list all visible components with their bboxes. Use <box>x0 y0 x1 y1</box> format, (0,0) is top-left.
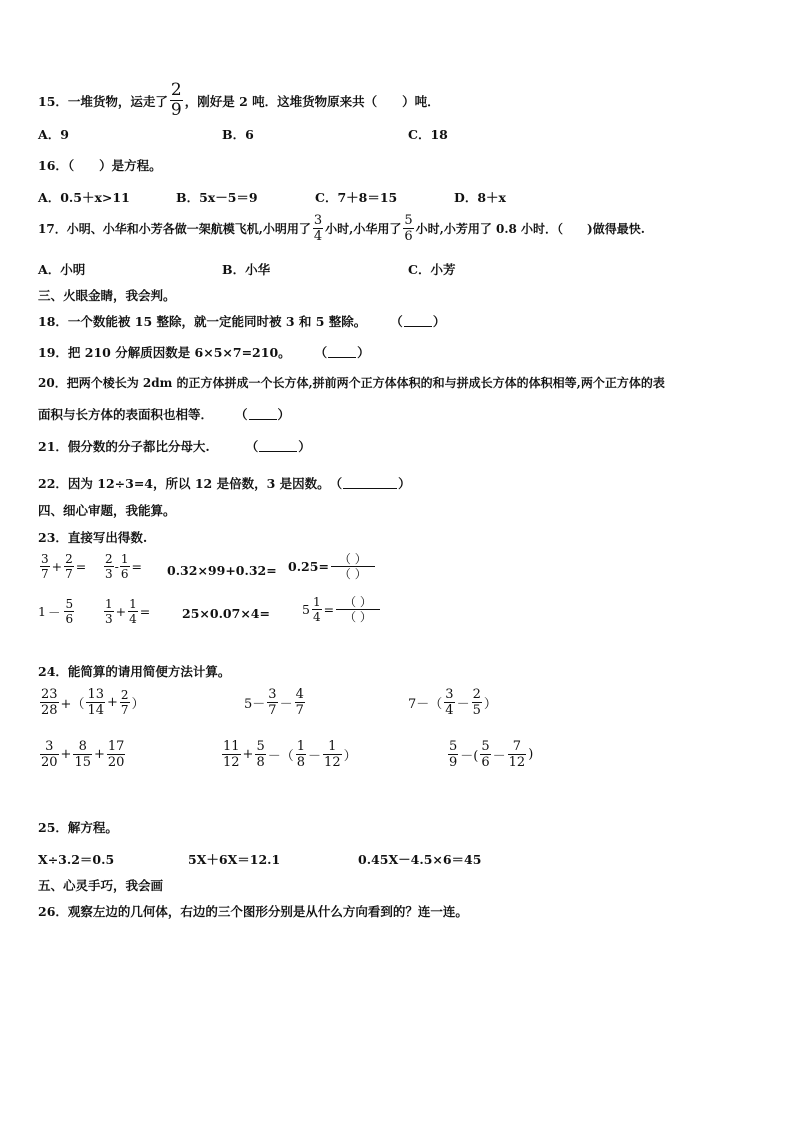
fraction-denominator: 6 <box>120 567 129 581</box>
fraction-denominator: 9 <box>170 100 182 120</box>
question-15 <box>38 82 440 119</box>
math-operator: － <box>308 749 322 764</box>
math-operator: = <box>131 559 142 574</box>
fraction-denominator: 5 <box>472 703 481 718</box>
question-17: 17．小明、小华和小芳各做一架航模飞机,小明用了 $\frac{3}{4}$ 小时,小华用了 $\frac{5}{6}$ 小时,小芳用了 0.8 小时．（ )做得最快. <box>38 213 645 244</box>
fraction-numerator: 3 <box>445 687 454 702</box>
math-operator: ） <box>483 697 497 712</box>
fraction-numerator: 1 <box>129 597 137 611</box>
answer-blank[interactable] <box>249 409 277 420</box>
fraction-denominator: 7 <box>295 703 304 718</box>
fraction-numerator: （ ） <box>338 552 367 566</box>
fraction-denominator: 3 <box>105 567 113 581</box>
math-operator: + <box>94 747 105 762</box>
math-operator: －( <box>460 749 479 764</box>
q17-option-c: C．小芳 <box>408 262 456 277</box>
fraction <box>295 688 305 717</box>
math-operator: + <box>115 604 127 619</box>
fraction <box>312 596 322 623</box>
fraction <box>296 740 306 769</box>
math-operator: = <box>139 604 151 619</box>
fraction-denominator: 4 <box>313 229 323 244</box>
answer-blank[interactable] <box>404 316 432 327</box>
math-operator: －（ <box>267 749 294 764</box>
fraction-denominator: 12 <box>223 755 240 770</box>
q24-expr-1 <box>38 688 145 717</box>
fraction-numerator: 3 <box>45 739 54 754</box>
fraction-denominator: 4 <box>129 612 137 626</box>
fraction <box>86 688 105 717</box>
fraction <box>120 553 130 580</box>
q16-option-b: B．5x－5＝9 <box>176 190 258 205</box>
fraction-numerator: 4 <box>295 687 304 702</box>
fraction-two-ninths <box>170 82 183 119</box>
math-operator: ） <box>131 697 145 712</box>
fraction <box>120 689 130 716</box>
math-operator: - <box>114 559 119 574</box>
fraction-denominator: 7 <box>65 567 73 581</box>
fraction-denominator: （ ） <box>331 566 375 580</box>
fraction-numerator: 8 <box>78 739 87 754</box>
question-22: 22．因为 12÷3=4，所以 12 是倍数，3 是因数。 （ ） <box>38 476 411 491</box>
fraction-numerator: 1 <box>105 597 113 611</box>
fraction-numerator: 5 <box>256 739 265 754</box>
fraction-numerator: 1 <box>296 739 306 754</box>
fraction-denominator: 28 <box>41 703 58 718</box>
q23-expr-4 <box>288 553 377 580</box>
q15-option-c: C．18 <box>408 127 448 142</box>
fraction <box>508 740 527 769</box>
fraction-denominator: （ ） <box>336 609 380 623</box>
math-operator: － <box>279 697 293 712</box>
fraction <box>472 688 482 717</box>
fraction-denominator: 6 <box>65 612 74 626</box>
fraction <box>448 740 458 769</box>
fraction-denominator: 15 <box>74 755 91 770</box>
fraction-denominator: 8 <box>296 755 306 770</box>
fraction-denominator: 4 <box>312 610 321 624</box>
question-24-title: 24．能简算的请用简便方法计算。 <box>38 664 231 679</box>
fraction-denominator: 12 <box>508 755 526 770</box>
fraction-five-sixths <box>403 214 413 243</box>
fraction-denominator: 6 <box>481 755 490 770</box>
answer-blank[interactable] <box>343 478 397 489</box>
q24-expr-4 <box>38 740 127 769</box>
math-operator: 7－（ <box>408 697 443 712</box>
math-operator: = <box>75 559 87 574</box>
fraction-numerator: 7 <box>512 739 522 754</box>
section-4-heading: 四、细心审题，我能算。 <box>38 503 176 518</box>
fraction <box>128 598 138 625</box>
q23-expr-7: 25×0.07×4= <box>182 606 270 621</box>
fraction-denominator: 6 <box>404 229 413 244</box>
fraction-numerator: 1 <box>312 595 321 609</box>
fraction <box>331 553 375 580</box>
fraction-denominator: 9 <box>449 755 458 770</box>
fraction <box>336 596 380 623</box>
fraction-denominator: 7 <box>120 703 129 717</box>
q17-option-b: B．小华 <box>222 262 271 277</box>
math-operator: + <box>107 695 118 710</box>
answer-blank[interactable] <box>328 347 356 358</box>
fraction-denominator: 20 <box>41 755 58 770</box>
fraction <box>40 553 50 580</box>
q23-expr-2 <box>102 553 142 580</box>
math-operator: 5－ <box>244 697 266 712</box>
q23-expr-6 <box>102 598 150 625</box>
question-15-text: 15．一堆货物，运走了 <box>38 93 168 109</box>
math-operator: + <box>51 559 63 574</box>
math-operator: ) <box>528 747 534 762</box>
fraction <box>267 688 277 717</box>
fraction-denominator: 4 <box>445 703 454 718</box>
q23-expr-5 <box>38 598 76 625</box>
fraction-denominator: 12 <box>324 755 341 770</box>
fraction-numerator: 3 <box>41 552 49 566</box>
question-17-text: 17．小明、小华和小芳各做一架航模飞机,小明用了 <box>38 222 311 236</box>
fraction-numerator: 2 <box>65 552 73 566</box>
math-operator: 5 <box>302 602 310 617</box>
q24-expr-5 <box>220 740 357 769</box>
fraction-denominator: 14 <box>87 703 104 718</box>
q23-expr-3: 0.32×99+0.32= <box>167 563 277 578</box>
q25-equation-3: 0.45X－4.5×6＝45 <box>358 852 482 867</box>
fraction <box>40 740 59 769</box>
fraction <box>323 740 342 769</box>
fraction <box>107 740 126 769</box>
q24-expr-2 <box>244 688 307 717</box>
fraction <box>222 740 241 769</box>
question-18: 18．一个数能被 15 整除，就一定能同时被 3 和 5 整除。 （ ） <box>38 314 446 329</box>
question-23-title: 23．直接写出得数. <box>38 530 148 545</box>
math-operator: － <box>47 604 61 620</box>
math-operator: + <box>60 747 72 762</box>
math-operator: ） <box>343 749 357 764</box>
fraction-numerator: （ ） <box>344 595 372 609</box>
fraction-numerator: 2 <box>170 80 182 100</box>
math-operator: = <box>323 602 335 617</box>
math-operator: + <box>242 747 254 762</box>
q24-expr-6 <box>446 740 533 769</box>
question-20-line-1: 20．把两个棱长为 2dm 的正方体拼成一个长方体,拼前两个正方体体积的和与拼成长方体的体积相等,两个正方体的表 <box>38 376 665 390</box>
question-15-text-end: ，刚好是 2 吨．这堆货物原来共（ ）吨． <box>184 93 440 109</box>
fraction <box>480 740 490 769</box>
question-21: 21．假分数的分子都比分母大. （ ） <box>38 439 311 454</box>
q16-option-d: D．8＋x <box>454 190 506 205</box>
question-25-title: 25．解方程。 <box>38 820 118 835</box>
fraction-denominator: 7 <box>41 567 49 581</box>
question-20-line-2: 面积与长方体的表面积也相等． （ ） <box>38 407 291 422</box>
fraction <box>40 688 59 717</box>
fraction-numerator: 3 <box>313 213 323 228</box>
q25-equation-2: 5X＋6X＝12.1 <box>188 852 281 867</box>
fraction-numerator: 5 <box>481 739 490 754</box>
q16-option-a: A．0.5＋x>11 <box>38 190 130 205</box>
math-operator: － <box>456 697 470 712</box>
question-16: 16．（ ）是方程。 <box>38 158 162 173</box>
section-5-heading: 五、心灵手巧，我会画 <box>38 878 164 893</box>
fraction-numerator: 23 <box>41 687 58 702</box>
math-operator: － <box>492 749 506 764</box>
q16-option-c: C．7＋8＝15 <box>315 190 398 205</box>
fraction-denominator: 3 <box>105 612 113 626</box>
fraction <box>64 553 74 580</box>
fraction-denominator: 8 <box>256 755 265 770</box>
fraction-numerator: 13 <box>87 687 104 702</box>
fraction-numerator: 1 <box>328 739 337 754</box>
q15-option-a: A．9 <box>38 127 69 142</box>
fraction-numerator: 1 <box>120 552 129 566</box>
fraction <box>104 598 114 625</box>
fraction <box>444 688 454 717</box>
fraction-numerator: 2 <box>105 552 113 566</box>
fraction-denominator: 20 <box>107 755 125 770</box>
fraction-numerator: 5 <box>65 597 74 611</box>
fraction-numerator: 5 <box>449 739 458 754</box>
fraction <box>104 553 114 580</box>
fraction-numerator: 2 <box>472 687 481 702</box>
fraction-numerator: 2 <box>120 688 129 702</box>
q23-expr-8 <box>302 596 382 623</box>
fraction <box>73 740 92 769</box>
section-3-heading: 三、火眼金睛，我会判。 <box>38 288 176 303</box>
math-operator: +（ <box>60 697 85 712</box>
answer-blank[interactable] <box>259 441 297 452</box>
q17-option-a: A．小明 <box>38 262 86 277</box>
q23-expr-1 <box>38 553 86 580</box>
fraction-numerator: 5 <box>404 213 413 228</box>
fraction-three-quarters <box>313 214 323 243</box>
question-19: 19．把 210 分解质因数是 6×5×7=210。 （ ） <box>38 345 370 360</box>
q25-equation-1: X÷3.2＝0.5 <box>38 852 115 867</box>
q15-option-b: B．6 <box>222 127 254 142</box>
question-26: 26．观察左边的几何体，右边的三个图形分别是从什么方向看到的？连一连。 <box>38 904 468 919</box>
fraction <box>255 740 265 769</box>
fraction-numerator: 3 <box>268 687 277 702</box>
q24-expr-3 <box>408 688 497 717</box>
fraction-numerator: 11 <box>223 739 240 754</box>
fraction-numerator: 17 <box>107 739 125 754</box>
math-operator: 1 <box>38 604 46 619</box>
fraction-denominator: 7 <box>268 703 277 718</box>
fraction <box>64 598 74 625</box>
math-operator: 0.25= <box>288 559 329 574</box>
